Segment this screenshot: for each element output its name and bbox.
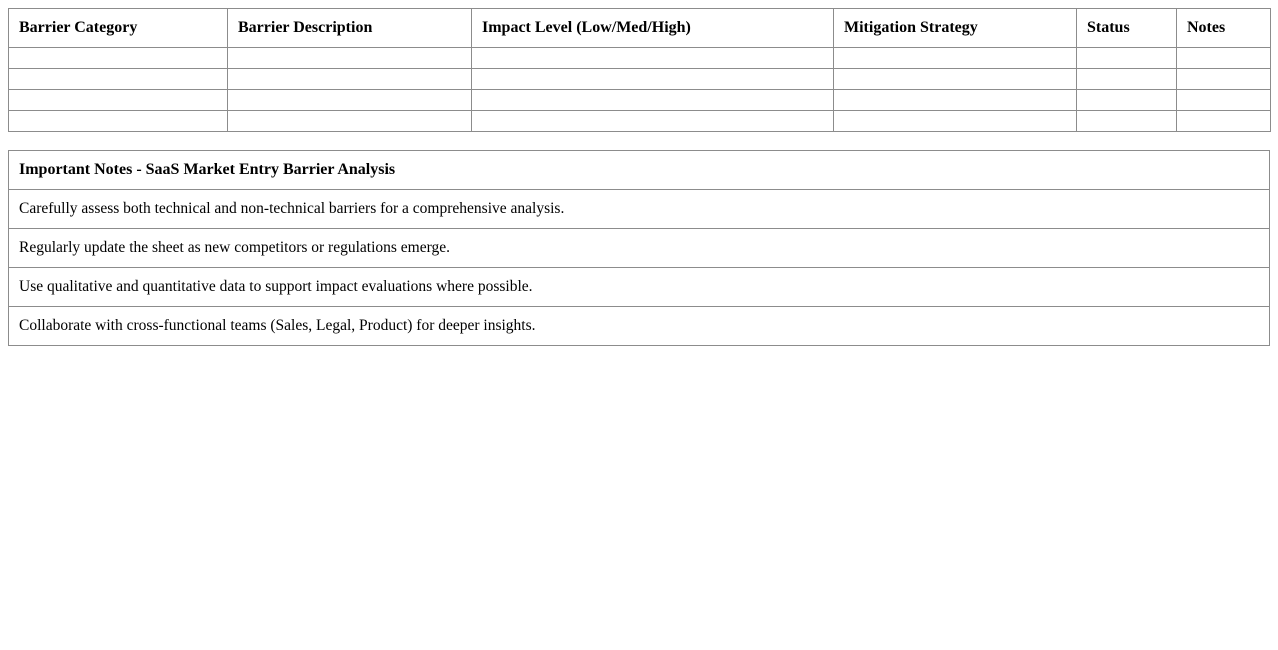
table-header-row [9, 9, 1271, 48]
important-notes-table [8, 150, 1270, 346]
barrier-analysis-table [8, 8, 1271, 132]
notes-header-row [9, 151, 1270, 190]
header-barrier-category: Barrier Category [9, 9, 228, 48]
table-cell[interactable] [1077, 111, 1177, 132]
table-cell[interactable] [472, 90, 834, 111]
table-cell[interactable] [9, 90, 228, 111]
table-cell[interactable] [472, 111, 834, 132]
list-item [9, 190, 1270, 229]
table-cell[interactable] [228, 69, 472, 90]
list-item [9, 268, 1270, 307]
header-barrier-description: Barrier Description [228, 9, 472, 48]
notes-title: Important Notes - SaaS Market Entry Barrier Analysis [9, 151, 1270, 190]
table-row [9, 69, 1271, 90]
table-cell[interactable] [9, 48, 228, 69]
header-notes: Notes [1177, 9, 1271, 48]
table-cell[interactable] [834, 48, 1077, 69]
note-text: Carefully assess both technical and non-technical barriers for a comprehensive analysis. [9, 190, 1270, 229]
table-row [9, 111, 1271, 132]
table-cell[interactable] [472, 69, 834, 90]
note-text: Regularly update the sheet as new competitors or regulations emerge. [9, 229, 1270, 268]
table-cell[interactable] [228, 48, 472, 69]
table-cell[interactable] [1077, 69, 1177, 90]
table-cell[interactable] [472, 48, 834, 69]
table-cell[interactable] [834, 69, 1077, 90]
table-cell[interactable] [228, 111, 472, 132]
list-item [9, 307, 1270, 346]
table-cell[interactable] [1177, 111, 1271, 132]
note-text: Use qualitative and quantitative data to support impact evaluations where possible. [9, 268, 1270, 307]
table-row [9, 48, 1271, 69]
table-cell[interactable] [1177, 69, 1271, 90]
table-cell[interactable] [9, 111, 228, 132]
table-cell[interactable] [1177, 48, 1271, 69]
table-cell[interactable] [834, 90, 1077, 111]
table-cell[interactable] [1177, 90, 1271, 111]
table-row [9, 90, 1271, 111]
header-status: Status [1077, 9, 1177, 48]
table-cell[interactable] [9, 69, 228, 90]
table-cell[interactable] [228, 90, 472, 111]
table-cell[interactable] [834, 111, 1077, 132]
list-item [9, 229, 1270, 268]
header-mitigation-strategy: Mitigation Strategy [834, 9, 1077, 48]
header-impact-level: Impact Level (Low/Med/High) [472, 9, 834, 48]
note-text: Collaborate with cross-functional teams (Sales, Legal, Product) for deeper insights. [9, 307, 1270, 346]
table-cell[interactable] [1077, 90, 1177, 111]
document-body [8, 8, 1270, 346]
table-cell[interactable] [1077, 48, 1177, 69]
